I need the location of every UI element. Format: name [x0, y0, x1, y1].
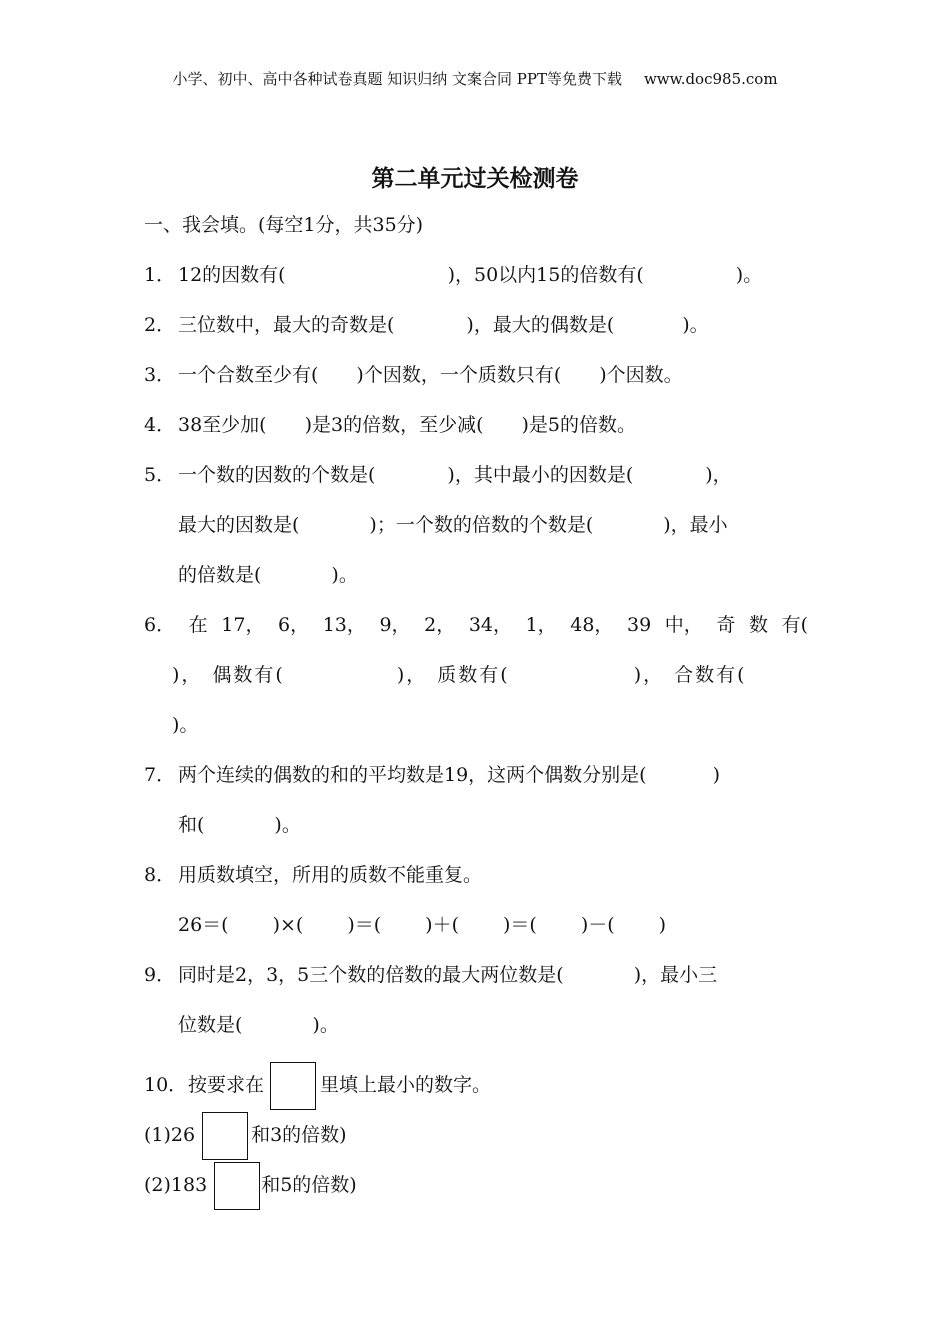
equation-part: )＝( — [503, 914, 537, 936]
question-text: )， — [396, 664, 428, 686]
question-number: 3． — [144, 364, 176, 386]
question-text: 合数有( — [674, 664, 747, 686]
question-number: 8． — [144, 864, 176, 886]
question-1 — [144, 266, 762, 285]
question-text: 一个数的因数的个数是( — [178, 464, 376, 486]
question-text: 按要求在 — [188, 1074, 265, 1096]
question-number: 5． — [144, 464, 176, 486]
equation-part: 26＝( — [178, 914, 229, 936]
question-text: 9， — [379, 614, 411, 636]
question-text: 38至少加( — [178, 414, 267, 436]
question-text: 同时是2，3，5三个数的倍数的最大两位数是( — [178, 964, 564, 986]
question-text: 和5的倍数) — [261, 1174, 357, 1196]
question-text: 17， — [221, 614, 265, 636]
answer-box[interactable] — [214, 1162, 260, 1210]
question-text: 39 — [627, 614, 652, 636]
question-text: )，最小 — [663, 514, 728, 536]
question-text: 13， — [322, 614, 366, 636]
question-text: 有( — [781, 614, 808, 636]
question-text: 12的因数有( — [178, 264, 286, 286]
question-text: (2)183 — [144, 1174, 208, 1196]
question-number: 7． — [144, 764, 176, 786]
question-6-line-1 — [144, 616, 808, 635]
equation-part: ) — [658, 914, 667, 936]
question-text: )个因数，一个质数只有( — [356, 364, 562, 386]
header-url: www.doc985.com — [643, 70, 778, 88]
question-text: 两个连续的偶数的和的平均数是19，这两个偶数分别是( — [178, 764, 647, 786]
section-heading: 一、我会填。(每空1分，共35分) — [144, 214, 424, 236]
question-3 — [144, 366, 683, 385]
page-header — [0, 68, 950, 89]
question-6-line-3: )。 — [172, 714, 199, 736]
question-text: 和3的倍数) — [251, 1124, 347, 1146]
question-text: )是5的倍数。 — [521, 414, 637, 436]
question-text: 位数是( — [178, 1014, 243, 1036]
question-text: )个因数。 — [599, 364, 683, 386]
question-number: 4． — [144, 414, 176, 436]
equation-part: )＝( — [347, 914, 382, 936]
question-7-line-2 — [178, 816, 301, 835]
header-text: 小学、初中、高中各种试卷真题 知识归纳 文案合同 PPT等免费下载 — [172, 70, 622, 88]
question-5-line-1 — [144, 466, 732, 485]
question-number: 2． — [144, 314, 176, 336]
question-text: 34， — [468, 614, 512, 636]
question-9-line-1 — [144, 966, 717, 985]
question-text: 质数有( — [437, 664, 510, 686]
question-text: 48， — [570, 614, 614, 636]
question-text: )， — [172, 664, 203, 686]
question-text: 在 — [188, 614, 208, 636]
page-title: 第二单元过关检测卷 — [371, 166, 579, 192]
question-text: 的倍数是( — [178, 564, 262, 586]
question-text: 奇 — [716, 614, 736, 636]
question-text: 三位数中，最大的奇数是( — [178, 314, 395, 336]
question-text: ) — [712, 764, 721, 786]
question-number: 6． — [144, 614, 176, 636]
question-text: )；一个数的倍数的个数是( — [369, 514, 594, 536]
question-text: 1， — [525, 614, 557, 636]
question-5-line-2 — [178, 516, 728, 535]
question-6-line-2 — [172, 666, 747, 685]
question-text: 2， — [424, 614, 456, 636]
question-text: )，最小三 — [633, 964, 718, 986]
answer-box[interactable] — [270, 1062, 316, 1110]
question-text: )，其中最小的因数是( — [447, 464, 634, 486]
question-10-part-1 — [144, 1112, 347, 1160]
question-text: 和( — [178, 814, 205, 836]
question-text: 里填上最小的数字。 — [320, 1074, 492, 1096]
equation-part: )－( — [580, 914, 615, 936]
question-text: )。 — [331, 564, 358, 586]
question-text: )。 — [682, 314, 709, 336]
question-text: )， — [705, 464, 732, 486]
question-8-line-1 — [144, 866, 482, 885]
question-text: )，最大的偶数是( — [466, 314, 615, 336]
question-9-line-2 — [178, 1016, 339, 1035]
question-10 — [144, 1062, 491, 1110]
question-text: 用质数填空，所用的质数不能重复。 — [178, 864, 483, 886]
question-text: 中， — [664, 614, 703, 636]
question-text: )。 — [735, 264, 763, 286]
question-text: 最大的因数是( — [178, 514, 300, 536]
question-text: 偶数有( — [212, 664, 285, 686]
question-4 — [144, 416, 636, 435]
question-number: 10． — [144, 1074, 188, 1096]
answer-box[interactable] — [202, 1112, 248, 1160]
question-text: )是3的倍数，至少减( — [304, 414, 484, 436]
question-text: )，50以内15的倍数有( — [447, 264, 644, 286]
question-10-part-2 — [144, 1162, 357, 1210]
question-text: )， — [633, 664, 665, 686]
question-text: )。 — [312, 1014, 339, 1036]
question-2 — [144, 316, 709, 335]
question-text: 数 — [748, 614, 768, 636]
question-8-equation — [178, 916, 666, 935]
question-5-line-3 — [178, 566, 358, 585]
equation-part: )＋( — [425, 914, 459, 936]
question-number: 1． — [144, 264, 176, 286]
question-text: )。 — [274, 814, 301, 836]
question-text: 6， — [278, 614, 310, 636]
equation-part: )×( — [272, 914, 304, 936]
question-7-line-1 — [144, 766, 720, 785]
question-number: 9． — [144, 964, 176, 986]
question-text: 一个合数至少有( — [178, 364, 319, 386]
question-text: (1)26 — [144, 1124, 196, 1146]
